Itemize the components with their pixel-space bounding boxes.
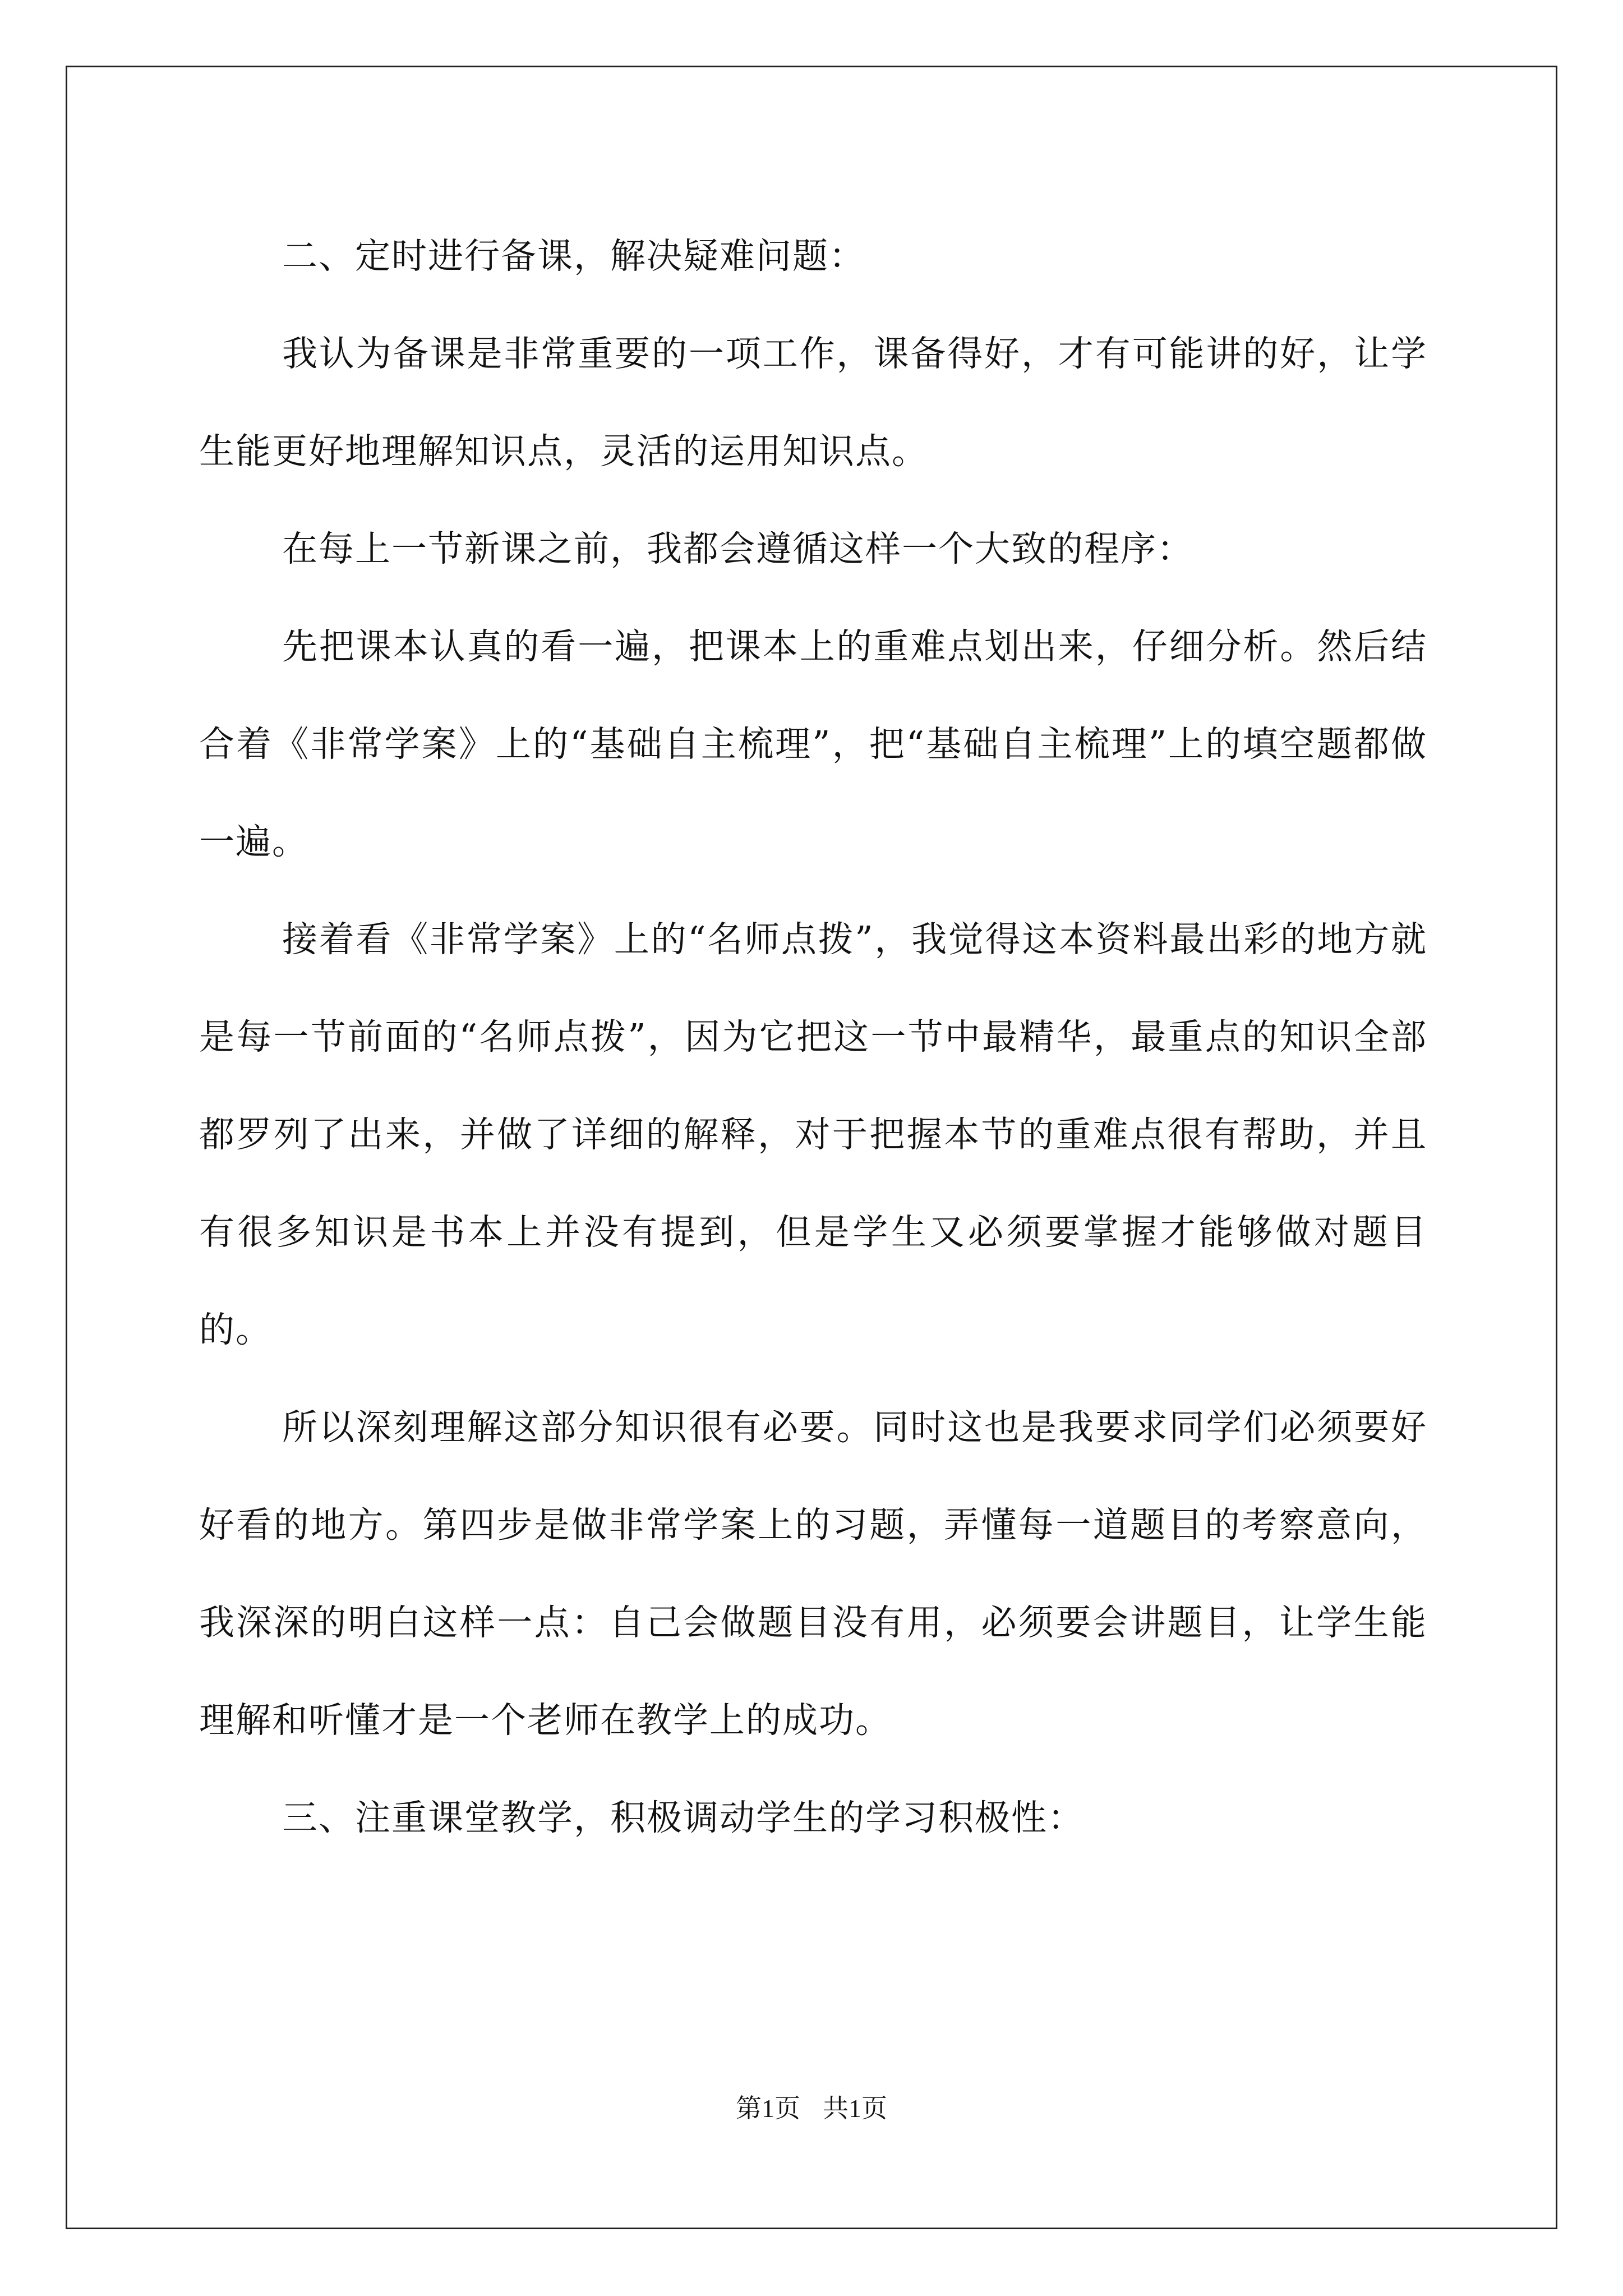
page-number-current: 第1页 [736,2094,800,2123]
paragraph: 先把课本认真的看一遍，把课本上的重难点划出来，仔细分析。然后结合着《非常学案》上的“基础自主梳理”，把“基础自主梳理”上的填空题都做一遍。 [199,626,1427,862]
document-body [199,208,1427,1867]
paragraph: 接着看《非常学案》上的“名师点拨”，我觉得这本资料最出彩的地方就是每一节前面的“名师点拨”，因为它把这一节中最精华，最重点的知识全部都罗列了出来，并做了详细的解释，对于把握本节的重难点很有帮助，并且有很多知识是书本上并没有提到，但是学生又必须要掌握才能够做对题目的。 [199,919,1427,1350]
paragraph: 所以深刻理解这部分知识很有必要。同时这也是我要求同学们必须要好好看的地方。第四步是做非常学案上的习题，弄懂每一道题目的考察意向，我深深的明白这样一点：自己会做题目没有用，必须要会讲题目，让学生能理解和听懂才是一个老师在教学上的成功。 [199,1407,1427,1741]
paragraph: 在每上一节新课之前，我都会遵循这样一个大致的程序： [282,528,1193,569]
paragraph-heading-2: 二、定时进行备课，解决疑难问题： [282,236,865,277]
page-number-total: 共1页 [823,2094,887,2123]
paragraph: 我认为备课是非常重要的一项工作，课备得好，才有可能讲的好，让学生能更好地理解知识点，灵活的运用知识点。 [199,333,1427,472]
paragraph-heading-3: 三、注重课堂教学，积极调动学生的学习积极性： [282,1797,1084,1838]
page-footer [0,2092,1623,2125]
